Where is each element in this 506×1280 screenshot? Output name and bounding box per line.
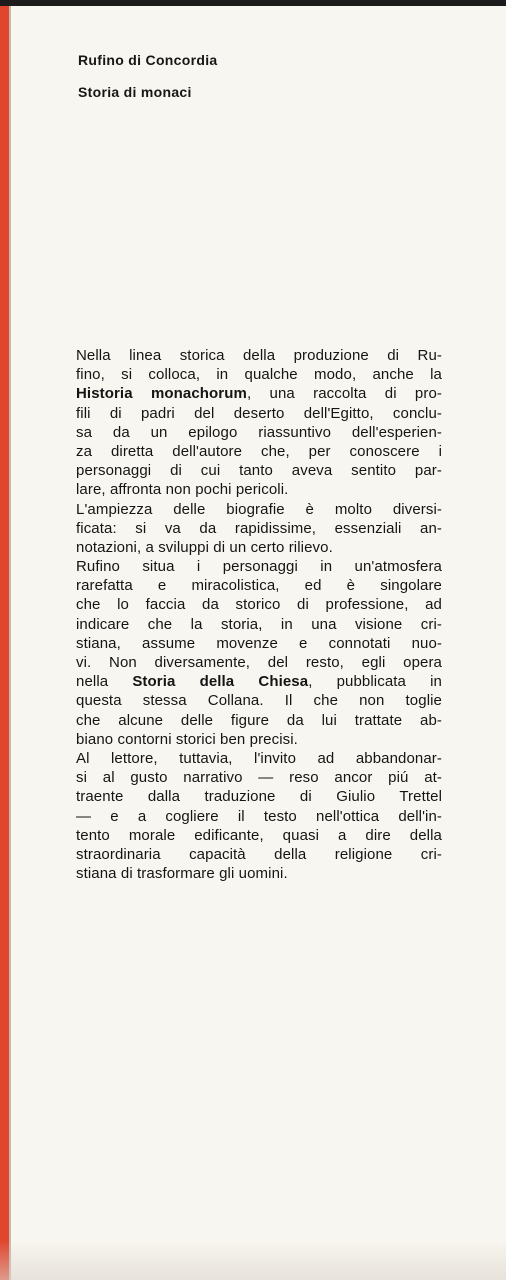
flap-header	[78, 51, 217, 101]
blurb-text	[76, 346, 442, 883]
text-line: notazioni, a sviluppi di un certo rilievo.	[76, 538, 333, 556]
work-title-historia: Historia monachorum	[76, 385, 247, 403]
paragraph-4	[76, 749, 442, 883]
text-line: tento morale edificante, quasi a dire della	[76, 826, 442, 844]
text-line: straordinaria capacità della religione cri-	[76, 845, 442, 863]
text-line: ficata: si va da rapidissime, essenziali an-	[76, 519, 442, 537]
text-line: si al gusto narrativo — reso ancor piú at-	[76, 769, 442, 787]
text-line: fino, si colloca, in qualche modo, anche la	[76, 366, 442, 384]
top-dark-edge	[0, 0, 506, 6]
text-fragment: nella	[76, 673, 133, 691]
text-line: Al lettore, tuttavia, l'invito ad abbandonar-	[76, 749, 442, 767]
author-name: Rufino di Concordia	[78, 52, 218, 68]
text-fragment: , una raccolta di pro-	[246, 385, 442, 403]
text-line: — e a cogliere il testo nell'ottica dell'in-	[76, 807, 442, 825]
text-line: stiana, assume movenze e connotati nuo-	[76, 634, 442, 652]
text-line: za diretta dell'autore che, per conoscere i	[76, 442, 442, 460]
text-line: rarefatta e miracolistica, ed è singolare	[76, 577, 442, 595]
text-line: indicare che la storia, in una visione cri-	[76, 615, 442, 633]
book-title: Storia di monaci	[78, 84, 192, 100]
text-line: che lo faccia da storico di professione, ad	[76, 596, 442, 614]
bottom-shadow	[0, 1240, 506, 1280]
text-line: che alcune delle figure da lui trattate ab-	[76, 711, 442, 729]
text-line: L'ampiezza delle biografie è molto diversi-	[76, 500, 442, 518]
text-line: fili di padri del deserto dell'Egitto, conclu-	[76, 404, 442, 422]
text-line: sa da un epilogo riassuntivo dell'esperien-	[76, 423, 442, 441]
text-fragment: , pubblicata in	[308, 673, 442, 691]
text-line	[76, 384, 442, 403]
spine-shadow	[9, 0, 11, 1280]
paragraph-3	[76, 557, 442, 749]
text-line: stiana di trasformare gli uomini.	[76, 865, 288, 883]
text-line: personaggi di cui tanto aveva sentito par-	[76, 462, 442, 480]
text-line: biano contorni storici ben precisi.	[76, 730, 298, 748]
paragraph-1	[76, 346, 442, 500]
text-line	[76, 672, 442, 691]
text-line: vi. Non diversamente, del resto, egli opera	[76, 654, 442, 671]
text-line: questa stessa Collana. Il che non toglie	[76, 692, 442, 710]
text-line: Nella linea storica della produzione di Ru-	[76, 347, 442, 364]
paragraph-2	[76, 500, 442, 558]
text-line: traente dalla traduzione di Giulio Trettel	[76, 788, 442, 806]
text-line: Rufino situa i personaggi in un'atmosfera	[76, 558, 442, 576]
red-spine-edge	[0, 0, 9, 1280]
work-title-storia-chiesa: Storia della Chiesa	[132, 673, 309, 691]
text-line: lare, affronta non pochi pericoli.	[76, 481, 289, 499]
